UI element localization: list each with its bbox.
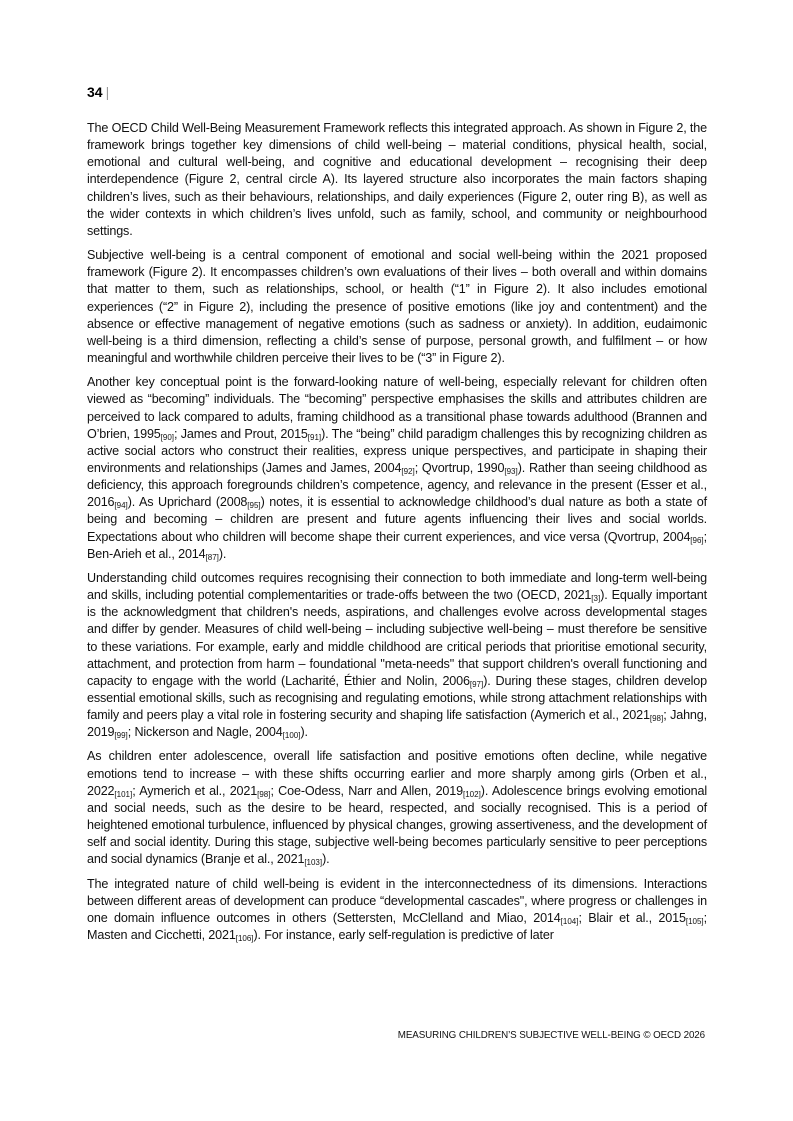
citation-reference-link[interactable]: [103] (304, 858, 323, 868)
paragraph-integrated-nature: The integrated nature of child well-being is evident in the interconnectedness of its dimensions. Interactions between different areas of development can produce “developmental cascades", where progress or challenges in one domain influence outcomes in others (Settersten, McClelland and Miao, 2014[104]; Blair et al., 2015[105]; Masten and Cicchetti, 2021[106]). For instance, early self-regulation is predictive of later (87, 876, 707, 944)
paragraph-adolescence: As children enter adolescence, overall life satisfaction and positive emotions often decline, while negative emotions tend to increase – with these shifts occurring earlier and more sharply among girls (Orben et al., 2022[101]; Aymerich et al., 2021[98]; Coe-Odess, Narr and Allen, 2019[102]). Adolescence brings evolving emotional and social needs, such as the desire to be heard, respected, and socially recognised. This is a period of heightened emotional turbulence, influenced by physical changes, growing assertiveness, and the development of self and social identity. During this stage, subjective well-being becomes particularly sensitive to peer perceptions and social dynamics (Branje et al., 2021[103]). (87, 749, 707, 868)
citation-reference-link[interactable]: [101] (114, 789, 133, 799)
paragraph-framework: The OECD Child Well-Being Measurement Framework reflects this integrated approach. As shown in Figure 2, the framework brings together key dimensions of child well-being – material conditions, physical health, social, emotional and cultural well-being, and cognitive and educational development – recognising their deep interdependence (Figure 2, central circle A). Its layered structure also incorporates the main factors shaping children’s lives, such as their behaviours, relationships, and daily experiences (Figure 2, outer ring B), as well as the wider contexts in which children’s lives unfold, such as family, school, and community or neighbourhood settings. (87, 121, 707, 238)
page-footer: MEASURING CHILDREN’S SUBJECTIVE WELL-BEING © OECD 2026 (397, 1030, 705, 1041)
citation-reference-link[interactable]: [97] (469, 679, 484, 689)
citation-reference-link[interactable]: [100] (282, 731, 301, 741)
citation-reference-link[interactable]: [98] (257, 789, 271, 799)
citation-reference-link[interactable]: [3] (591, 594, 601, 604)
citation-reference-link[interactable]: [90] (160, 432, 175, 442)
paragraph-being-becoming: Another key conceptual point is the forward-looking nature of well-being, especially relevant for children often viewed as “becoming” individuals. The “becoming” perspective emphasises the skills and attributes children are perceived to lack compared to adults, framing childhood as a transitional phase towards adulthood (Brannen and O’brien, 1995[90]; James and Prout, 2015[91]). The “being” child paradigm challenges this by recognizing children as active social actors who construct their realities, express unique perspectives, and participate in shaping their environments and relationships (James and James, 2004[92]; Qvortrup, 1990[93]). Rather than seeing childhood as deficiency, this approach foregrounds children’s competence, agency, and relevance in the present (Esser et al., 2016[94]). As Uprichard (2008[95]) notes, it is essential to acknowledge childhood’s dual nature as both a state of being and becoming – children are present and future agents influencing their lives and social worlds. Expectations about who children will become shape their current experiences, and vice versa (Qvortrup, 2004[96]; Ben-Arieh et al., 2014[87]). (87, 375, 708, 562)
page-header (87, 84, 109, 100)
citation-reference-link[interactable]: [98] (649, 714, 664, 724)
citation-reference-link[interactable]: [104] (560, 916, 579, 926)
paragraph-subjective-well-being: Subjective well-being is a central component of emotional and social well-being within the 2021 proposed framework (Figure 2). It encompasses children’s own evaluations of their lives – both overall and within domains that matter to them, such as relationships, school, or health (“1” in Figure 2). It also includes emotional experiences (“2” in Figure 2), including the presence of positive emotions (like joy and contentment) and the absence or effective management of negative emotions (such as sadness or anxiety). In addition, eudaimonic well-being is a third dimension, reflecting a child’s sense of purpose, personal growth, and fulfilment – or how meaningful and worthwhile children perceive their lives to be (“3” in Figure 2). (87, 248, 707, 366)
paragraph-child-outcomes: Understanding child outcomes requires recognising their connection to both immediate and long-term well-being and skills, including potential complementarities or trade-offs between the two (OECD, 2021[3]). Equally important is the acknowledgment that children's needs, aspirations, and challenges evolve across developmental stages and differ by gender. Measures of child well-being – including subjective well-being – must therefore be sensitive to these variations. For example, early and middle childhood are critical periods that prioritise emotional security, attachment, and protection from harm – foundational "meta-needs" that support children's overall functioning and capacity to engage with the world (Lacharité, Éthier and Nolin, 2006[97]). During these stages, children develop essential emotional skills, such as recognising and regulating emotions, while strong attachment relationships with family and peers play a vital role in fostering security and shaping life satisfaction (Aymerich et al., 2021[98]; Jahng, 2019[99]; Nickerson and Nagle, 2004[100]). (87, 570, 707, 741)
citation-reference-link[interactable]: [96] (690, 535, 704, 545)
citation-reference-link[interactable]: [87] (205, 552, 219, 562)
citation-reference-link[interactable]: [102] (463, 789, 481, 799)
citation-reference-link[interactable]: [91] (307, 432, 322, 442)
citation-reference-link[interactable]: [105] (685, 916, 704, 926)
body-text (87, 120, 707, 951)
header-separator: | (105, 84, 110, 100)
citation-reference-link[interactable]: [99] (114, 731, 128, 741)
citation-reference-link[interactable]: [93] (504, 466, 518, 476)
citation-reference-link[interactable]: [92] (401, 466, 415, 476)
citation-reference-link[interactable]: [95] (247, 501, 261, 511)
citation-reference-link[interactable]: [106] (235, 934, 254, 944)
citation-reference-link[interactable]: [94] (114, 501, 128, 511)
page-number: 34 (87, 84, 103, 100)
